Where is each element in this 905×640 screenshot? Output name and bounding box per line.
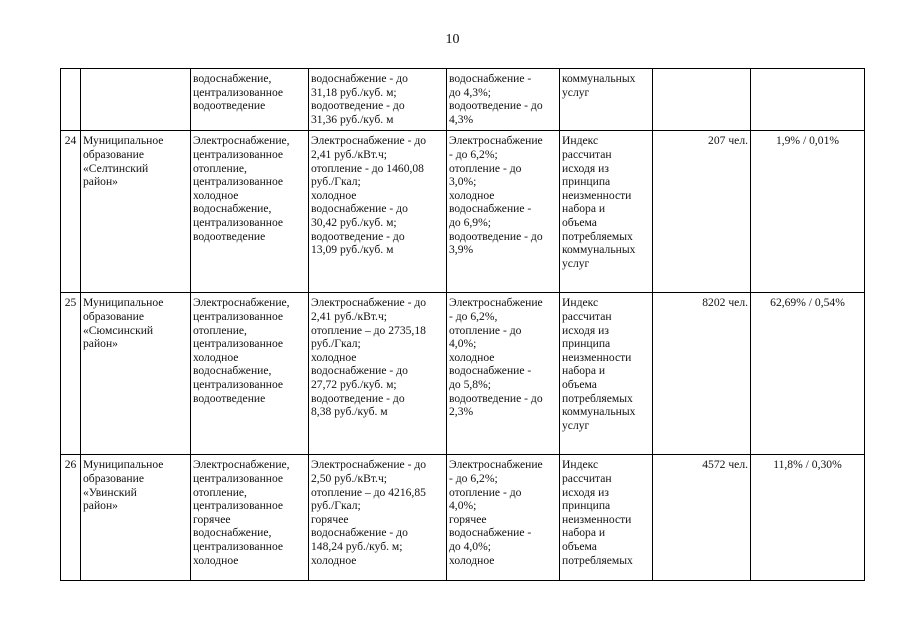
municipality-cell xyxy=(81,69,191,131)
population-cell: 8202 чел. xyxy=(653,293,751,455)
share-cell: 1,9% / 0,01% xyxy=(751,131,865,293)
growth-limits-cell: Электроснабжение - до 6,2%; отопление - до 4,0%; горячее водоснабжение - до 4,0%; холодное xyxy=(447,455,560,581)
population-cell: 207 чел. xyxy=(653,131,751,293)
justification-cell: Индекс рассчитан исходя из принципа неизменности набора и объема потребляемых коммунальных услуг xyxy=(560,293,653,455)
row-number: 24 xyxy=(61,131,81,293)
row-number xyxy=(61,69,81,131)
tariff-limits-cell: водоснабжение - до 31,18 руб./куб. м; водоотведение - до 31,36 руб./куб. м xyxy=(309,69,447,131)
page-number: 10 xyxy=(445,32,460,47)
services-cell: Электроснабжение, централизованное отопление, централизованное холодное водоснабжение, централизованное водоотведение xyxy=(191,131,309,293)
population-cell: 4572 чел. xyxy=(653,455,751,581)
tariff-limits-cell: Электроснабжение - до 2,50 руб./кВт.ч; отопление – до 4216,85 руб./Гкал; горячее водоснабжение - до 148,24 руб./куб. м; холодное xyxy=(309,455,447,581)
justification-cell: коммунальных услуг xyxy=(560,69,653,131)
municipality-cell: Муниципальное образование «Увинский район» xyxy=(81,455,191,581)
table-row xyxy=(61,293,865,455)
municipality-cell: Муниципальное образование «Селтинский район» xyxy=(81,131,191,293)
share-cell xyxy=(751,69,865,131)
population-cell xyxy=(653,69,751,131)
share-cell: 11,8% / 0,30% xyxy=(751,455,865,581)
municipality-cell: Муниципальное образование «Сюмсинский район» xyxy=(81,293,191,455)
table-row xyxy=(61,69,865,131)
tariff-limits-cell: Электроснабжение - до 2,41 руб./кВт.ч; отопление – до 2735,18 руб./Гкал; холодное водоснабжение - до 27,72 руб./куб. м; водоотведение - до 8,38 руб./куб. м xyxy=(309,293,447,455)
justification-cell: Индекс рассчитан исходя из принципа неизменности набора и объема потребляемых коммунальных услуг xyxy=(560,131,653,293)
tariff-limits-cell: Электроснабжение - до 2,41 руб./кВт.ч; отопление - до 1460,08 руб./Гкал; холодное водоснабжение - до 30,42 руб./куб. м; водоотведение - до 13,09 руб./куб. м xyxy=(309,131,447,293)
table-row xyxy=(61,455,865,581)
growth-limits-cell: Электроснабжение - до 6,2%; отопление - до 3,0%; холодное водоснабжение - до 6,9%; водоотведение - до 3,9% xyxy=(447,131,560,293)
row-number: 25 xyxy=(61,293,81,455)
row-number: 26 xyxy=(61,455,81,581)
municipal-tariff-table xyxy=(60,68,865,581)
table-row xyxy=(61,131,865,293)
services-cell: Электроснабжение, централизованное отопление, централизованное холодное водоснабжение, централизованное водоотведение xyxy=(191,293,309,455)
growth-limits-cell: Электроснабжение - до 6,2%, отопление - до 4,0%; холодное водоснабжение - до 5,8%; водоотведение - до 2,3% xyxy=(447,293,560,455)
services-cell: Электроснабжение, централизованное отопление, централизованное горячее водоснабжение, централизованное холодное xyxy=(191,455,309,581)
services-cell: водоснабжение, централизованное водоотведение xyxy=(191,69,309,131)
share-cell: 62,69% / 0,54% xyxy=(751,293,865,455)
justification-cell: Индекс рассчитан исходя из принципа неизменности набора и объема потребляемых xyxy=(560,455,653,581)
growth-limits-cell: водоснабжение - до 4,3%; водоотведение - до 4,3% xyxy=(447,69,560,131)
